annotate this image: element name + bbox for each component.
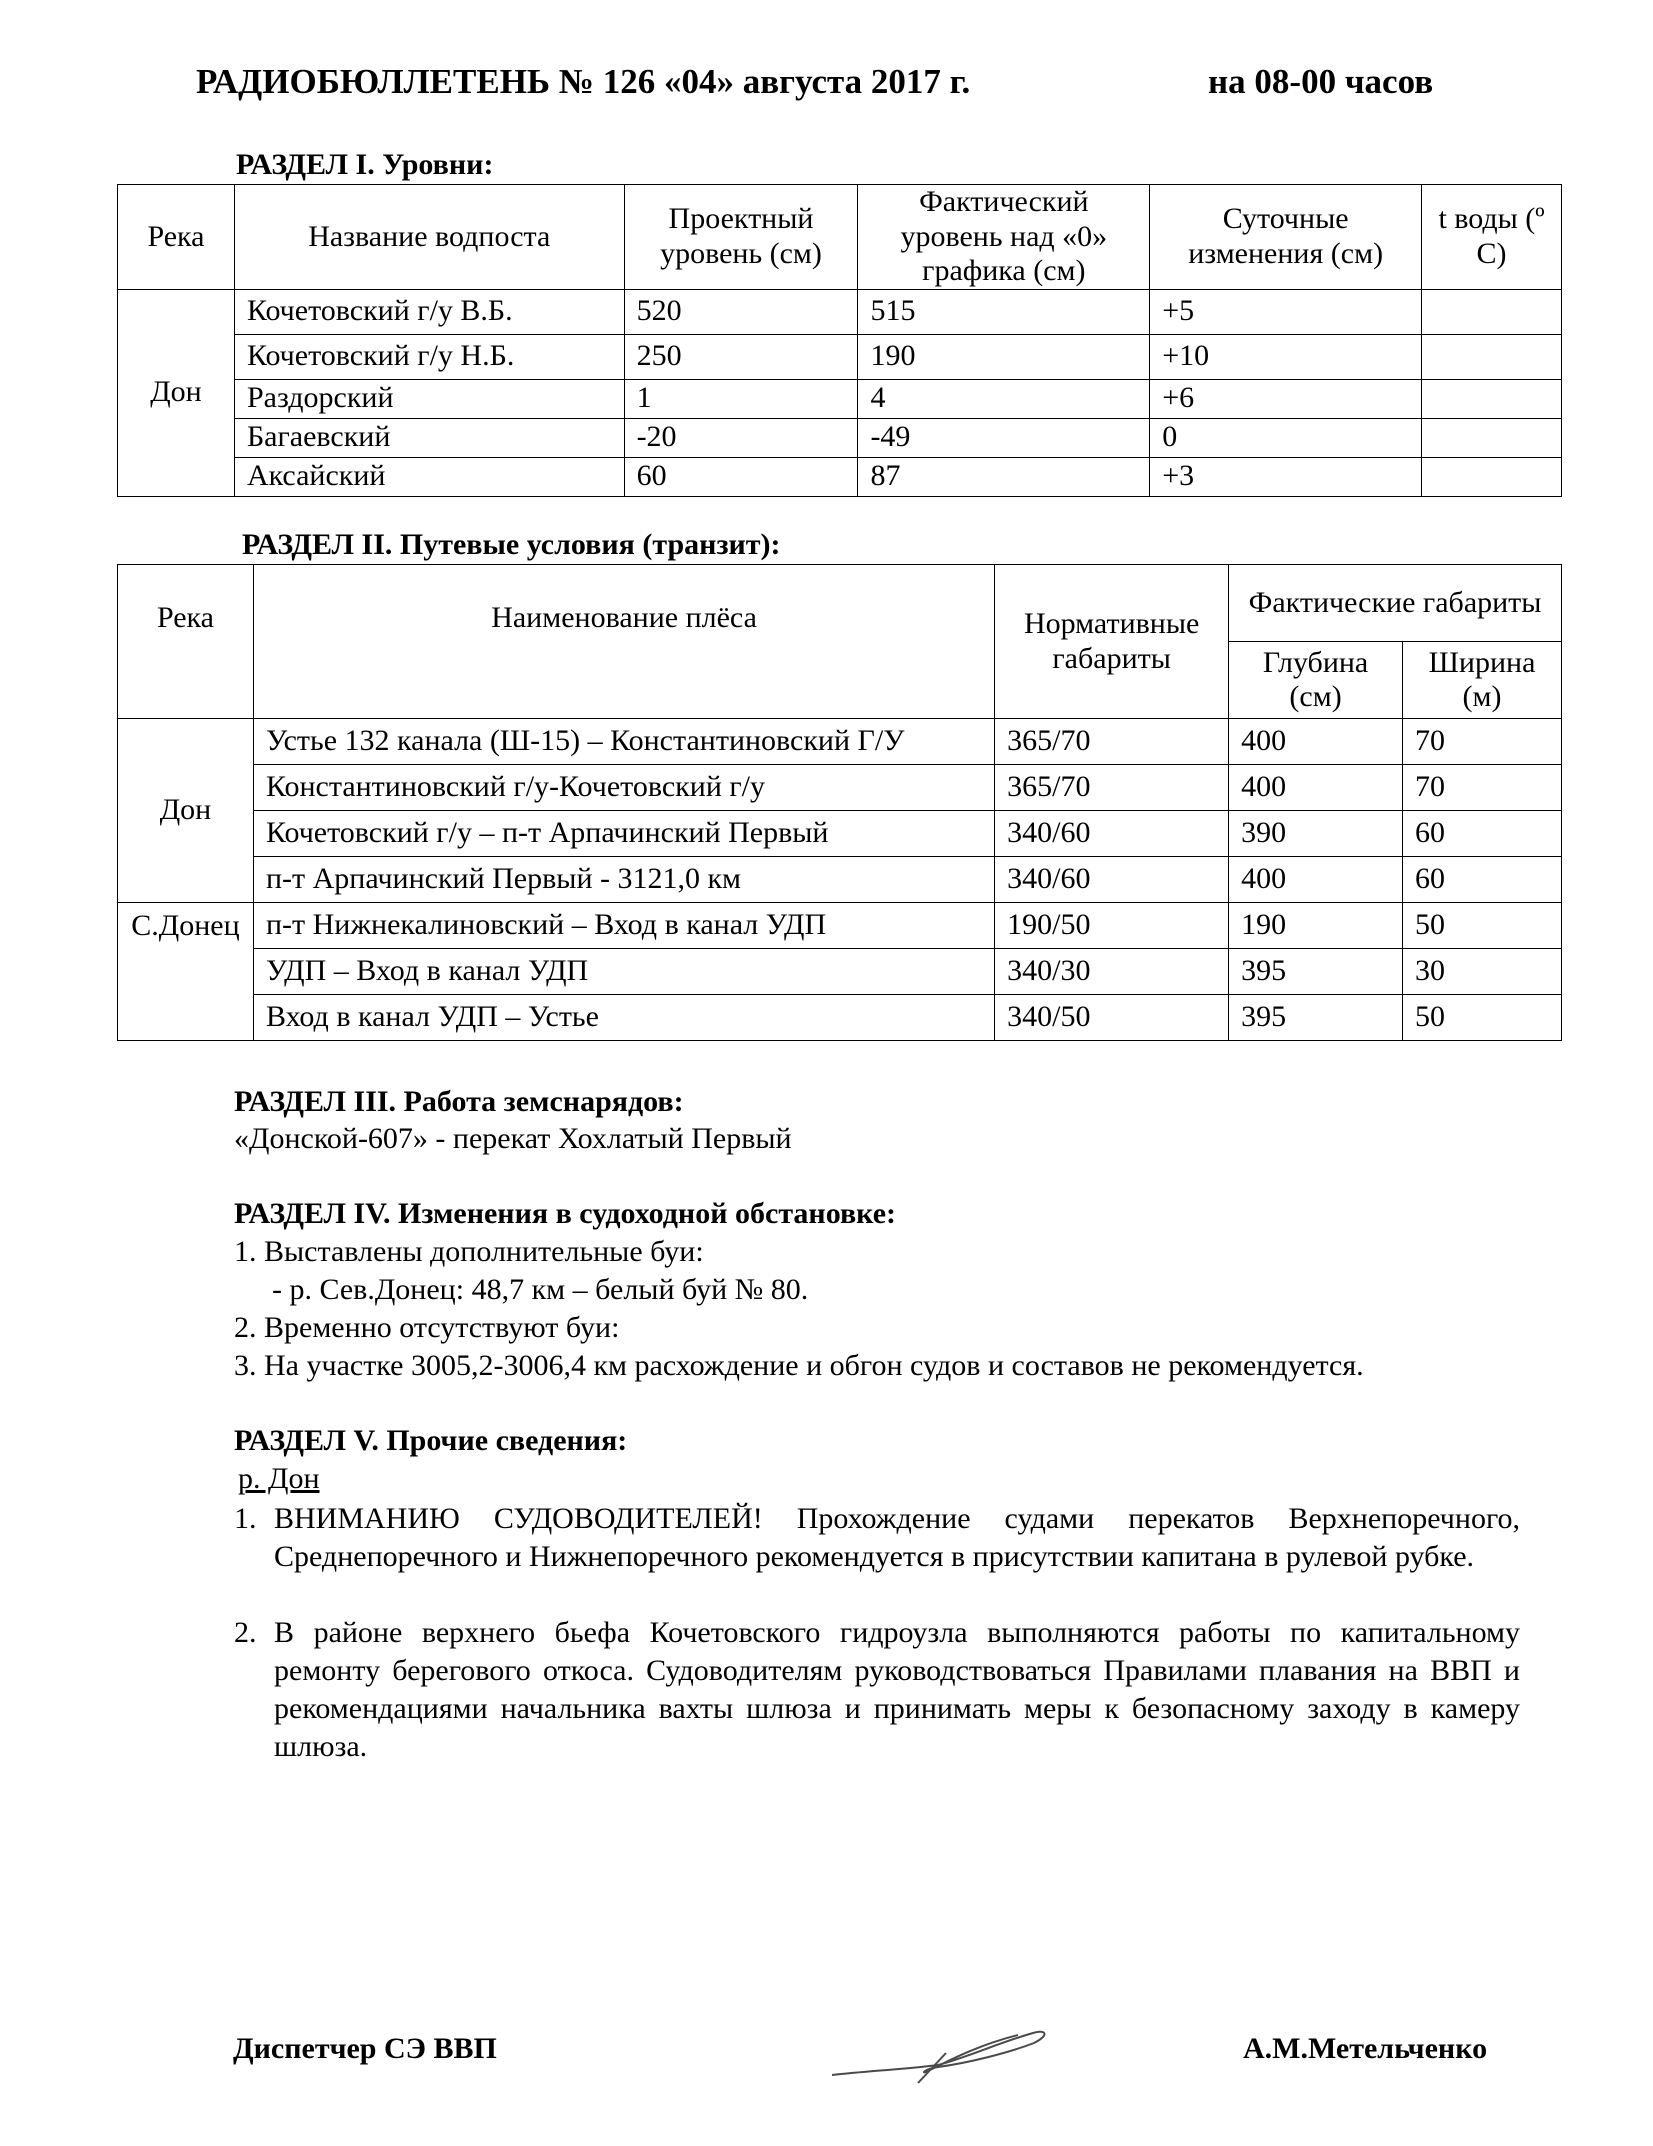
normative-dims: 340/30 <box>995 949 1229 995</box>
daily-change: +3 <box>1150 457 1422 496</box>
col-river: Река <box>118 185 235 290</box>
water-temp <box>1422 457 1562 496</box>
daily-change: 0 <box>1150 418 1422 457</box>
transit-header-row <box>118 565 1562 642</box>
actual-level: 190 <box>858 334 1150 379</box>
change-item-3: 3. На участке 3005,2-3006,4 км расхождение и обгон судов и составов не рекомендуется. <box>234 1349 1364 1382</box>
page-title <box>196 62 1496 112</box>
change-item-1-detail: - р. Сев.Донец: 48,7 км – белый буй № 80. <box>272 1273 809 1306</box>
signature-image <box>828 2005 1058 2095</box>
table-row <box>118 719 1562 765</box>
change-item-2: 2. Временно отсутствуют буи: <box>234 1311 620 1344</box>
notice-item-number: 2. <box>234 1616 257 1649</box>
stretch-name: п-т Нижнекалиновский – Вход в канал УДП <box>253 903 994 949</box>
table-row <box>118 379 1562 418</box>
table-row <box>118 811 1562 857</box>
river-cell: Дон <box>118 289 235 496</box>
bulletin-title: РАДИОБЮЛЛЕТЕНЬ № 126 «04» августа 2017 г. <box>196 62 971 101</box>
river-cell: Дон <box>118 719 254 903</box>
actual-width: 60 <box>1403 857 1562 903</box>
design-level: 1 <box>624 379 858 418</box>
table-row <box>118 765 1562 811</box>
col-stretch-name: Наименование плёса <box>253 565 994 719</box>
actual-width: 50 <box>1403 995 1562 1041</box>
table-row <box>118 903 1562 949</box>
table-row <box>118 418 1562 457</box>
levels-table <box>117 184 1562 497</box>
table-row <box>118 457 1562 496</box>
actual-level: -49 <box>858 418 1150 457</box>
actual-depth: 390 <box>1229 811 1403 857</box>
daily-change: +10 <box>1150 334 1422 379</box>
bulletin-time: на 08-00 часов <box>1208 62 1434 101</box>
col-water-temp: t воды (º С) <box>1422 185 1562 290</box>
col-post-name: Название водпоста <box>234 185 624 290</box>
actual-depth: 400 <box>1229 719 1403 765</box>
table-row <box>118 289 1562 334</box>
col-width: Ширина (м) <box>1403 642 1562 719</box>
normative-dims: 340/50 <box>995 995 1229 1041</box>
actual-width: 60 <box>1403 811 1562 857</box>
stretch-name: п-т Арпачинский Первый - 3121,0 км <box>253 857 994 903</box>
water-temp <box>1422 334 1562 379</box>
daily-change: +5 <box>1150 289 1422 334</box>
col-design-level: Проектный уровень (см) <box>624 185 858 290</box>
table-row <box>118 334 1562 379</box>
table-row <box>118 995 1562 1041</box>
actual-width: 70 <box>1403 765 1562 811</box>
actual-width: 50 <box>1403 903 1562 949</box>
post-name: Кочетовский г/у Н.Б. <box>234 334 624 379</box>
actual-width: 30 <box>1403 949 1562 995</box>
design-level: -20 <box>624 418 858 457</box>
design-level: 520 <box>624 289 858 334</box>
notice-item-text: В районе верхнего бьефа Кочетовского гидроузла выполняются работы по капитальному ремонту берегового откоса. Судоводителям руководствоваться Правилами плавания на ВВП и рекомендациями начальника вахты шлюза и принимать меры к безопасному заходу в камеру шлюза. <box>274 1616 1520 1763</box>
normative-dims: 365/70 <box>995 765 1229 811</box>
footer-position: Диспетчер СЭ ВВП <box>233 2032 497 2065</box>
section2-heading: РАЗДЕЛ II. Путевые условия (транзит): <box>242 528 781 561</box>
stretch-name: УДП – Вход в канал УДП <box>253 949 994 995</box>
stretch-name: Вход в канал УДП – Устье <box>253 995 994 1041</box>
stretch-name: Константиновский г/у-Кочетовский г/у <box>253 765 994 811</box>
water-temp <box>1422 379 1562 418</box>
normative-dims: 340/60 <box>995 857 1229 903</box>
col-daily-change: Суточные изменения (см) <box>1150 185 1422 290</box>
col-river: Река <box>118 565 254 719</box>
col-normative-dims: Нормативные габариты <box>995 565 1229 719</box>
actual-depth: 395 <box>1229 949 1403 995</box>
river-label: р. Дон <box>238 1462 320 1495</box>
design-level: 250 <box>624 334 858 379</box>
notice-item-number: 1. <box>234 1502 257 1535</box>
change-item-1: 1. Выставлены дополнительные буи: <box>234 1235 704 1268</box>
actual-level: 515 <box>858 289 1150 334</box>
actual-depth: 190 <box>1229 903 1403 949</box>
notice-item-text: ВНИМАНИЮ СУДОВОДИТЕЛЕЙ! Прохождение судами перекатов Верхнепоречного, Среднепоречного и Нижнепоречного рекомендуется в присутствии капитана в рулевой рубке. <box>274 1502 1520 1573</box>
water-temp <box>1422 418 1562 457</box>
table-row <box>118 949 1562 995</box>
actual-depth: 400 <box>1229 857 1403 903</box>
col-actual-dims: Фактические габариты <box>1229 565 1562 642</box>
post-name: Багаевский <box>234 418 624 457</box>
footer-name: А.М.Метельченко <box>1243 2032 1488 2065</box>
dredger-info: «Донской-607» - перекат Хохлатый Первый <box>234 1122 792 1155</box>
col-actual-level: Фактический уровень над «0» графика (см) <box>858 185 1150 290</box>
post-name: Аксайский <box>234 457 624 496</box>
post-name: Раздорский <box>234 379 624 418</box>
normative-dims: 340/60 <box>995 811 1229 857</box>
river-cell: С.Донец <box>118 903 254 1041</box>
actual-level: 87 <box>858 457 1150 496</box>
stretch-name: Устье 132 канала (Ш-15) – Константиновский Г/У <box>253 719 994 765</box>
actual-width: 70 <box>1403 719 1562 765</box>
water-temp <box>1422 289 1562 334</box>
actual-depth: 400 <box>1229 765 1403 811</box>
post-name: Кочетовский г/у В.Б. <box>234 289 624 334</box>
col-depth: Глубина (см) <box>1229 642 1403 719</box>
levels-header-row <box>118 185 1562 290</box>
actual-level: 4 <box>858 379 1150 418</box>
table-row <box>118 857 1562 903</box>
section3-heading: РАЗДЕЛ III. Работа земснарядов: <box>234 1085 684 1118</box>
transit-table <box>117 564 1562 1041</box>
normative-dims: 365/70 <box>995 719 1229 765</box>
notice-item-1 <box>234 1500 1520 1576</box>
section4-heading: РАЗДЕЛ IV. Изменения в судоходной обстановке: <box>234 1197 897 1230</box>
section1-heading: РАЗДЕЛ I. Уровни: <box>236 148 494 181</box>
section5-heading: РАЗДЕЛ V. Прочие сведения: <box>234 1424 628 1457</box>
design-level: 60 <box>624 457 858 496</box>
normative-dims: 190/50 <box>995 903 1229 949</box>
notice-item-2 <box>234 1614 1520 1766</box>
daily-change: +6 <box>1150 379 1422 418</box>
actual-depth: 395 <box>1229 995 1403 1041</box>
stretch-name: Кочетовский г/у – п-т Арпачинский Первый <box>253 811 994 857</box>
